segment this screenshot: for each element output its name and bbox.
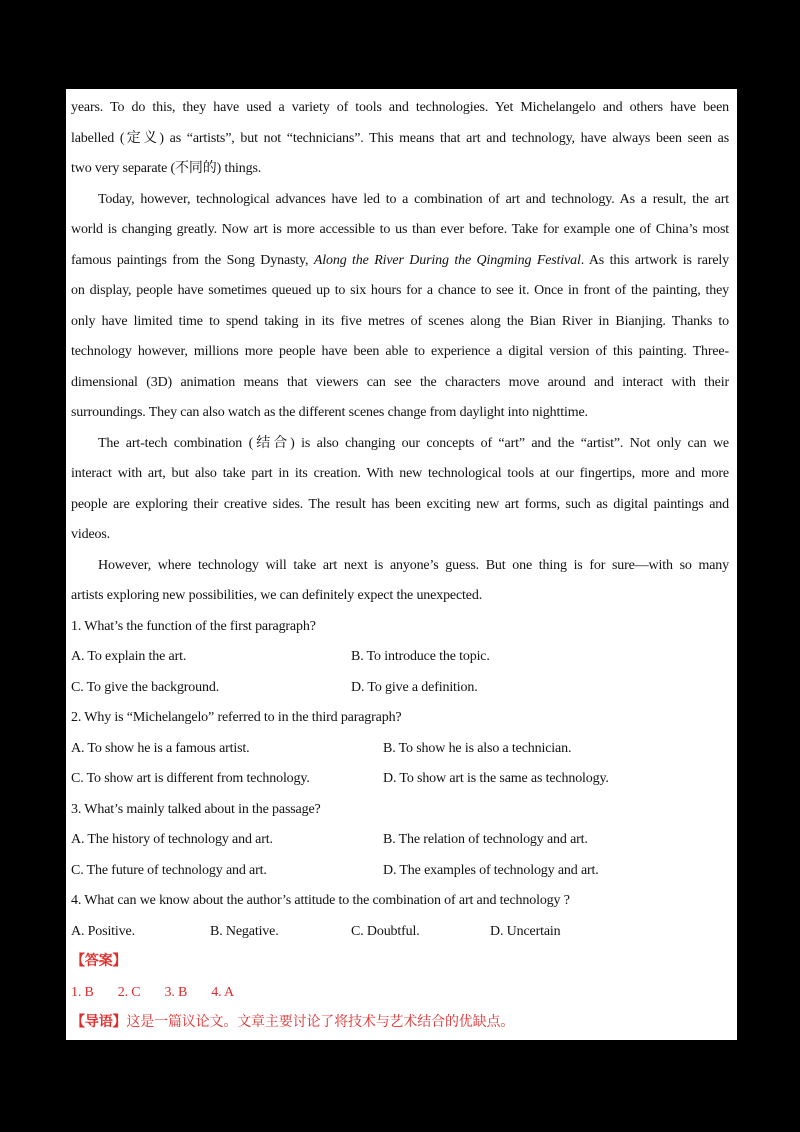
answer-item: 2. C <box>117 984 141 1000</box>
passage-line: artists exploring new possibilities, we can definitely expect the unexpected. <box>71 588 483 603</box>
option-row <box>71 764 729 795</box>
option-row <box>71 642 729 673</box>
option-row <box>71 917 729 948</box>
option: C. The future of technology and art. <box>71 862 267 878</box>
passage-line: years. To do this, they have used a variety of tools and technologies. Yet Michelangelo and others have been <box>71 100 729 115</box>
option: A. To show he is a famous artist. <box>71 740 250 756</box>
option: C. Doubtful. <box>351 923 420 939</box>
passage-line: videos. <box>71 527 111 542</box>
option: C. To show art is different from technology. <box>71 771 310 786</box>
answer-item: 4. A <box>211 984 234 1000</box>
option: D. The examples of technology and art. <box>383 862 599 878</box>
option: C. To give the background. <box>71 679 220 695</box>
option: A. Positive. <box>71 923 135 939</box>
answer-item: 1. B <box>71 984 94 1000</box>
option: D. Uncertain <box>490 923 561 939</box>
option: B. Negative. <box>210 923 279 939</box>
passage-line: people are exploring their creative sides. The result has been exciting new art forms, such as digital paintings and <box>71 496 729 512</box>
passage-line: The art-tech combination (结合) is also changing our concepts of “art” and the “artist”. Not only can we <box>98 435 729 451</box>
passage-line: technology however, millions more people have been able to experience a digital version of this painting. Three- <box>71 344 729 359</box>
passage-line: only have limited time to spend taking in its five metres of scenes along the Bian River in Bianjing. Thanks to <box>71 313 729 329</box>
answer-item: 3. B <box>164 984 188 1000</box>
option: B. To show he is also a technician. <box>383 740 572 756</box>
passage-line: Today, however, technological advances have led to a combination of art and technology. As a result, the art <box>98 191 729 207</box>
italic-title-text: Along the River During the Qingming Festival <box>313 252 581 268</box>
question-stem: 3. What’s mainly talked about in the passage? <box>71 801 321 817</box>
option: D. To give a definition. <box>351 679 478 695</box>
question-stem: 4. What can we know about the author’s attitude to the combination of art and technology ? <box>71 893 570 908</box>
intro-line <box>71 1008 729 1039</box>
passage-line: world is changing greatly. Now art is more accessible to us than ever before. Take for example one of China’s most <box>71 222 729 237</box>
document-page <box>66 89 737 1040</box>
option-row <box>71 825 729 856</box>
question-stem: 1. What’s the function of the first paragraph? <box>71 618 316 634</box>
passage-line: However, where technology will take art next is anyone’s guess. But one thing is for sure—with so many <box>98 557 729 573</box>
document-content <box>71 93 729 1039</box>
option-row <box>71 734 729 765</box>
intro-heading: 【导语】 <box>71 1015 127 1030</box>
passage-line: on display, people have sometimes queued up to six hours for a chance to see it. Once in front of the painting, they <box>71 283 729 298</box>
option: A. The history of technology and art. <box>71 832 273 847</box>
option-row <box>71 856 729 887</box>
option: D. To show art is the same as technology. <box>383 771 609 786</box>
passage-line: labelled (定义) as “artists”, but not “technicians”. This means that art and technology, have always been seen as <box>71 130 729 146</box>
passage-line: surroundings. They can also watch as the different scenes change from daylight into nighttime. <box>71 405 588 420</box>
intro-text: 这是一篇议论文。文章主要讨论了将技术与艺术结合的优缺点。 <box>126 1015 515 1030</box>
option: B. The relation of technology and art. <box>383 832 588 847</box>
option: B. To introduce the topic. <box>351 649 490 664</box>
passage-line: dimensional (3D) animation means that viewers can see the characters move around and interact with their <box>71 374 729 390</box>
question-stem: 2. Why is “Michelangelo” referred to in the third paragraph? <box>71 710 402 725</box>
passage-line: interact with art, but also take part in its creation. With new technological tools at our fingertips, more and more <box>71 466 729 481</box>
answer-items <box>71 978 729 1009</box>
answer-heading: 【答案】 <box>71 954 127 969</box>
passage-line: two very separate (不同的) things. <box>71 161 262 176</box>
passage-line <box>71 246 729 277</box>
passage-text: famous paintings from the Song Dynasty, <box>71 252 314 268</box>
option-row <box>71 673 729 704</box>
option: A. To explain the art. <box>71 649 187 664</box>
passage-text: . As this artwork is rarely <box>580 252 729 268</box>
